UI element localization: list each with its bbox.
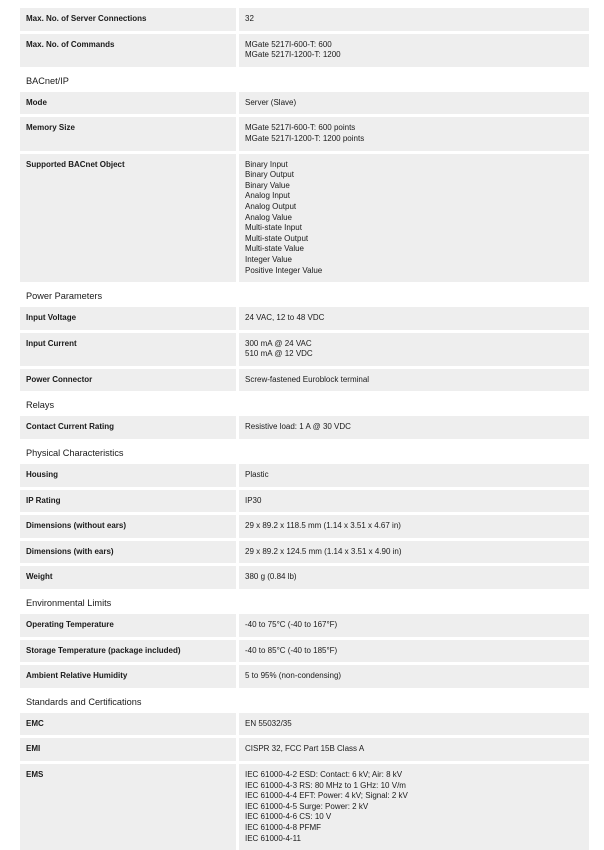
spec-value <box>239 8 589 31</box>
spec-value-line: MGate 5217I-1200-T: 1200 points <box>245 133 365 143</box>
spec-label: Input Current <box>20 333 239 366</box>
spec-value-line: Analog Output <box>245 201 297 211</box>
spec-row-supported-bacnet-object <box>20 154 589 283</box>
spec-label: Supported BACnet Object <box>20 154 239 283</box>
spec-value <box>239 614 589 637</box>
spec-label: Ambient Relative Humidity <box>20 665 239 688</box>
spec-value-line: 29 x 89.2 x 124.5 mm (1.14 x 3.51 x 4.90 in) <box>245 546 402 556</box>
spec-value-line: IEC 61000-4-2 ESD: Contact: 6 kV; Air: 8 kV <box>245 770 403 779</box>
spec-row-power-connector <box>20 369 589 392</box>
spec-label: EMS <box>20 764 239 850</box>
spec-row-input-voltage <box>20 307 589 330</box>
spec-value-line: Multi-state Value <box>245 244 304 254</box>
spec-row-ip-rating <box>20 490 589 513</box>
spec-value <box>239 92 589 115</box>
spec-value <box>239 541 589 564</box>
spec-value <box>239 333 589 366</box>
spec-value-line: Resistive load: 1 A @ 30 VDC <box>245 422 351 432</box>
spec-label: Power Connector <box>20 369 239 392</box>
spec-value <box>239 154 589 283</box>
spec-value-line: IEC 61000-4-11 <box>245 833 301 843</box>
spec-row-ems <box>20 764 589 850</box>
section-title-relays: Relays <box>26 400 55 411</box>
spec-row-ambient-relative-humidity <box>20 665 589 688</box>
spec-label: EMI <box>20 738 239 761</box>
spec-row-emi <box>20 738 589 761</box>
spec-value-line: Plastic <box>245 470 269 480</box>
spec-value <box>239 764 589 850</box>
spec-value-line: -40 to 85°C (-40 to 185°F) <box>245 645 338 655</box>
spec-value <box>239 713 589 736</box>
spec-label: Input Voltage <box>20 307 239 330</box>
spec-value-line: 510 mA @ 12 VDC <box>245 349 313 359</box>
spec-value <box>239 117 589 150</box>
spec-label: Contact Current Rating <box>20 416 239 439</box>
spec-value-line: 380 g (0.84 lb) <box>245 572 297 582</box>
spec-label: Mode <box>20 92 239 115</box>
spec-value-line: Binary Input <box>245 159 288 169</box>
spec-value-line: Analog Input <box>245 191 290 201</box>
spec-value <box>239 464 589 487</box>
spec-row-housing <box>20 464 589 487</box>
spec-label: IP Rating <box>20 490 239 513</box>
spec-label: Weight <box>20 566 239 589</box>
spec-row-dimensions-without-ears <box>20 515 589 538</box>
spec-row-weight <box>20 566 589 589</box>
spec-label: Max. No. of Server Connections <box>20 8 239 31</box>
spec-row-mode <box>20 92 589 115</box>
spec-value <box>239 416 589 439</box>
spec-value-line: -40 to 75°C (-40 to 167°F) <box>245 620 338 630</box>
spec-row-input-current <box>20 333 589 366</box>
spec-value-line: EN 55032/35 <box>245 718 292 728</box>
spec-value-line: Screw-fastened Euroblock terminal <box>245 374 370 384</box>
spec-value-line: IEC 61000-4-6 CS: 10 V <box>245 812 332 822</box>
spec-value-line: CISPR 32, FCC Part 15B Class A <box>245 744 365 754</box>
spec-row-memory-size <box>20 117 589 150</box>
spec-value-line: IP30 <box>245 495 262 505</box>
spec-value-line: Multi-state Input <box>245 223 302 233</box>
spec-value-line: Multi-state Output <box>245 233 309 243</box>
spec-value-line: Binary Value <box>245 180 290 190</box>
spec-label: Dimensions (with ears) <box>20 541 239 564</box>
spec-value-line: IEC 61000-4-3 RS: 80 MHz to 1 GHz: 10 V/m <box>245 780 406 790</box>
section-title-bacnet-ip: BACnet/IP <box>26 75 69 86</box>
spec-value-line: 29 x 89.2 x 118.5 mm (1.14 x 3.51 x 4.67 in) <box>245 521 401 531</box>
spec-value-line: Binary Output <box>245 170 294 180</box>
spec-label: Max. No. of Commands <box>20 34 239 67</box>
section-title-physical-characteristics: Physical Characteristics <box>26 448 124 459</box>
spec-value-line: 300 mA @ 24 VAC <box>245 338 312 348</box>
spec-value <box>239 34 589 67</box>
spec-row-storage-temperature-package-included <box>20 640 589 663</box>
spec-value <box>239 665 589 688</box>
spec-label: Housing <box>20 464 239 487</box>
spec-value <box>239 640 589 663</box>
spec-row-operating-temperature <box>20 614 589 637</box>
spec-value <box>239 490 589 513</box>
spec-row-contact-current-rating <box>20 416 589 439</box>
spec-label: Memory Size <box>20 117 239 150</box>
spec-row-dimensions-with-ears <box>20 541 589 564</box>
spec-value-line: IEC 61000-4-5 Surge: Power: 2 kV <box>245 801 369 811</box>
spec-value-line: Positive Integer Value <box>245 265 323 275</box>
spec-label: Dimensions (without ears) <box>20 515 239 538</box>
spec-value <box>239 369 589 392</box>
spec-row-emc <box>20 713 589 736</box>
spec-value-line: IEC 61000-4-4 EFT: Power: 4 kV; Signal: 2 kV <box>245 791 408 801</box>
section-title-power-parameters: Power Parameters <box>26 291 103 302</box>
spec-value-line: MGate 5217I-600-T: 600 points <box>245 123 356 133</box>
spec-row-max-no-of-server-connections <box>20 8 589 31</box>
spec-label: Storage Temperature (package included) <box>20 640 239 663</box>
spec-value <box>239 566 589 589</box>
spec-label: EMC <box>20 713 239 736</box>
spec-value-line: MGate 5217I-600-T: 600 <box>245 39 332 49</box>
spec-value <box>239 307 589 330</box>
spec-value-line: 5 to 95% (non-condensing) <box>245 671 342 681</box>
spec-value-line: 24 VAC, 12 to 48 VDC <box>245 313 325 323</box>
spec-value-line: 32 <box>245 14 254 23</box>
spec-label: Operating Temperature <box>20 614 239 637</box>
spec-value-line: Integer Value <box>245 254 292 264</box>
spec-value <box>239 515 589 538</box>
spec-row-max-no-of-commands <box>20 34 589 67</box>
section-title-environmental-limits: Environmental Limits <box>26 598 112 609</box>
spec-value <box>239 738 589 761</box>
spec-value-line: MGate 5217I-1200-T: 1200 <box>245 50 341 60</box>
spec-value-line: IEC 61000-4-8 PFMF <box>245 822 322 832</box>
section-title-standards-and-certifications: Standards and Certifications <box>26 696 142 707</box>
spec-value-line: Analog Value <box>245 212 292 222</box>
spec-value-line: Server (Slave) <box>245 97 297 107</box>
